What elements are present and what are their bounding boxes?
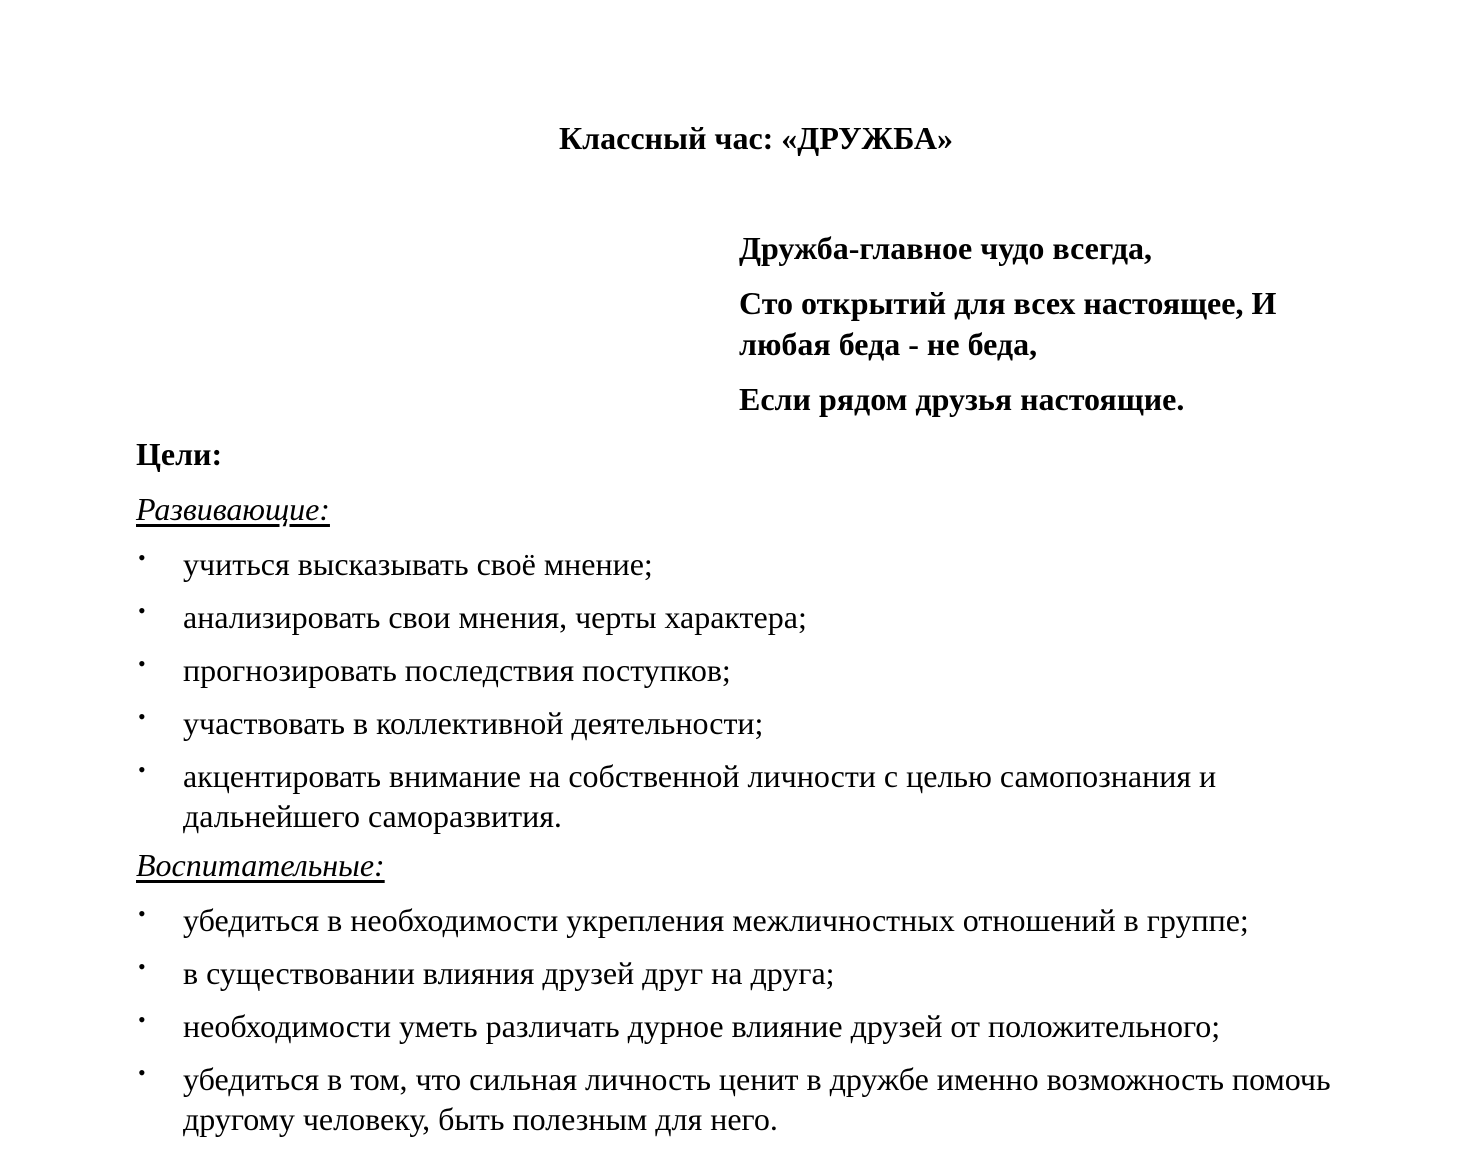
list-item-text: анализировать свои мнения, черты характера; (183, 599, 807, 635)
list-item (136, 1006, 1376, 1046)
educational-label: Воспитательные: (136, 847, 385, 883)
list-item-text: учиться высказывать своё мнение; (183, 546, 653, 582)
bullet-icon: • (138, 1007, 146, 1032)
bullet-icon: • (138, 954, 146, 979)
epigraph-line-2: Сто открытий для всех настоящее, И любая беда - не беда, (739, 285, 1277, 362)
list-item (136, 544, 1376, 584)
developing-label: Развивающие: (136, 491, 330, 527)
list-item-text: необходимости уметь различать дурное влияние друзей от положительного; (183, 1008, 1221, 1044)
list-item-text: прогнозировать последствия поступков; (183, 652, 731, 688)
list-item-text: убедиться в том, что сильная личность ценит в дружбе именно возможность помочь другому человеку, быть полезным для него. (183, 1061, 1331, 1137)
bullet-icon: • (138, 1060, 146, 1085)
list-item (136, 650, 1376, 690)
bullet-icon: • (138, 598, 146, 623)
list-item-text: участвовать в коллективной деятельности; (183, 705, 764, 741)
list-item (136, 756, 1376, 836)
bullet-icon: • (138, 651, 146, 676)
list-item (136, 597, 1376, 637)
educational-list (136, 900, 1376, 1152)
epigraph-line-3: Если рядом друзья настоящие. (739, 381, 1185, 417)
bullet-icon: • (138, 704, 146, 729)
bullet-icon: • (138, 757, 146, 782)
bullet-icon: • (138, 545, 146, 570)
developing-list (136, 544, 1376, 849)
page-title: Классный час: «ДРУЖБА» (558, 120, 954, 156)
list-item (136, 900, 1376, 940)
list-item-text: в существовании влияния друзей друг на друга; (183, 955, 835, 991)
bullet-icon: • (138, 901, 146, 926)
list-item (136, 1059, 1376, 1139)
list-item-text: убедиться в необходимости укрепления межличностных отношений в группе; (183, 902, 1249, 938)
epigraph-line-1: Дружба-главное чудо всегда, (739, 230, 1152, 266)
goals-heading: Цели: (136, 436, 223, 472)
list-item-text: акцентировать внимание на собственной личности с целью самопознания и дальнейшего саморазвития. (183, 758, 1217, 834)
epigraph (739, 228, 1349, 434)
list-item (136, 953, 1376, 993)
list-item (136, 703, 1376, 743)
